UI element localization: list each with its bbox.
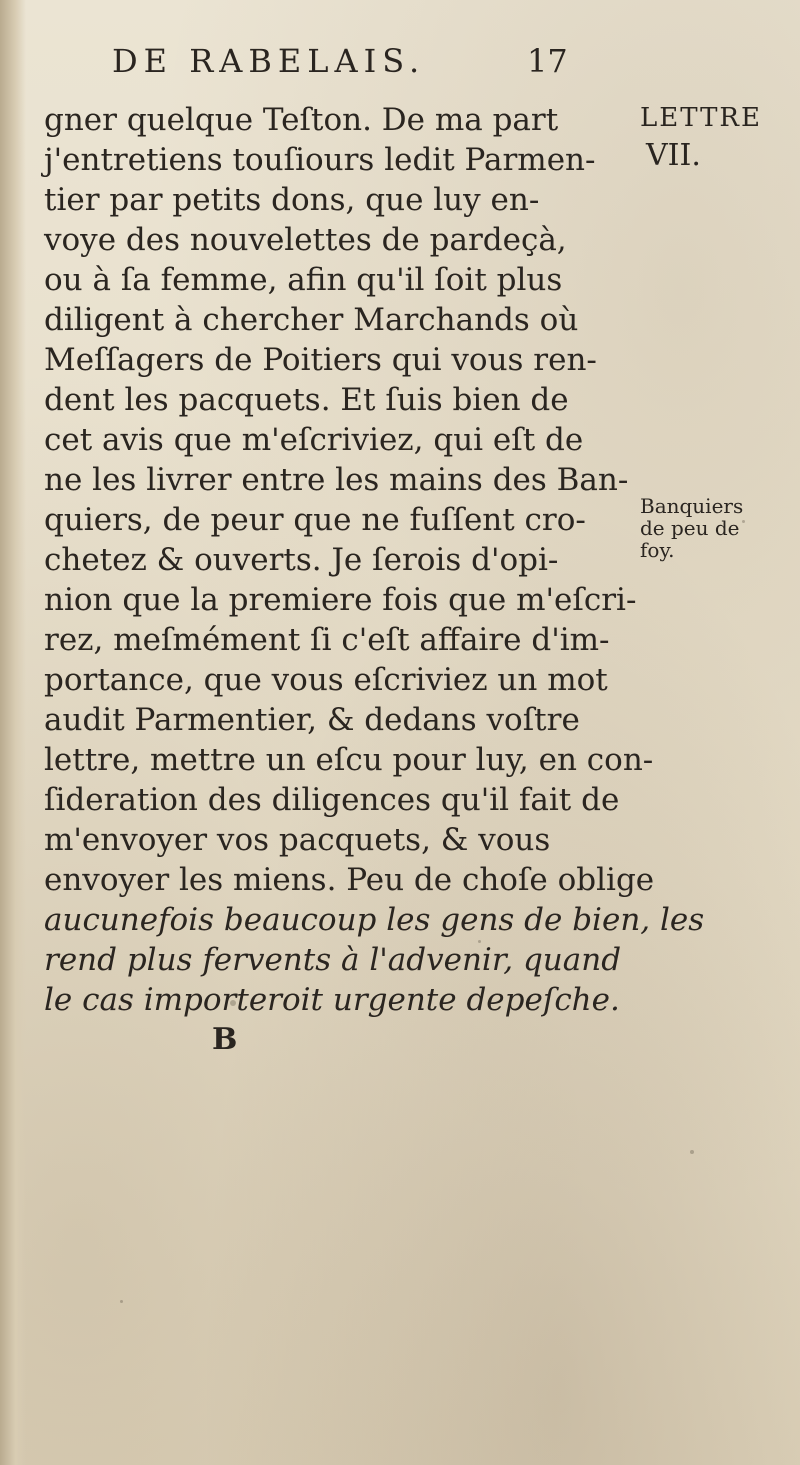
text-line: envoyer les miens. Peu de choſe oblige — [44, 862, 655, 898]
italic-text-line: le cas importeroit urgente depeſche. — [44, 982, 620, 1018]
italic-text-line: aucunefois beaucoup les gens de bien, les — [44, 902, 705, 938]
text-line: voye des nouvelettes de pardeçà, — [44, 222, 567, 258]
text-line: gner quelque Teſton. De ma part — [44, 102, 559, 138]
text-line: ne les livrer entre les mains des Ban- — [44, 462, 629, 498]
text-line: chetez & ouverts. Je ſerois d'opi- — [44, 542, 559, 578]
page-header — [92, 42, 592, 86]
letter-number: VII. — [646, 138, 701, 173]
margin-note-line: foy. — [640, 538, 675, 562]
text-line: nion que la premiere fois que m'eſcri- — [44, 582, 637, 618]
page-number: 17 — [527, 42, 568, 80]
paper-speck — [742, 520, 745, 523]
letter-label-text: LETTRE — [640, 103, 762, 133]
text-line: audit Parmentier, & dedans voſtre — [44, 702, 580, 738]
text-line: dent les pacquets. Et ſuis bien de — [44, 382, 569, 418]
text-line: diligent à chercher Marchands où — [44, 302, 579, 338]
paper-speck — [690, 1150, 694, 1154]
margin-note-banquiers — [640, 495, 790, 561]
italic-text-line: rend plus fervents à l'advenir, quand — [44, 942, 622, 978]
paper-speck — [478, 940, 481, 943]
margin-note-line: de peu de — [640, 516, 740, 540]
text-line: ou à ſa femme, afin qu'il ſoit plus — [44, 262, 563, 298]
text-line: portance, que vous eſcriviez un mot — [44, 662, 608, 698]
text-line: rez, meſmément ſi c'eſt affaire d'im- — [44, 622, 610, 658]
text-line: m'envoyer vos pacquets, & vous — [44, 822, 551, 858]
margin-note-line: Banquiers — [640, 494, 744, 518]
running-head: DE RABELAIS. — [112, 42, 426, 80]
text-line: quiers, de peur que ne fuſſent cro- — [44, 502, 586, 538]
page-gutter-shadow — [0, 0, 26, 1465]
text-line: j'entretiens touſiours ledit Parmen- — [44, 142, 596, 178]
text-line: cet avis que m'eſcriviez, qui eſt de — [44, 422, 584, 458]
paper-speck — [230, 1000, 236, 1006]
text-line: tier par petits dons, que luy en- — [44, 182, 540, 218]
margin-letter-label — [640, 100, 790, 176]
text-line: Meſſagers de Poitiers qui vous ren- — [44, 342, 597, 378]
text-line: ſideration des diligences qu'il fait de — [44, 782, 620, 818]
text-line: lettre, mettre un eſcu pour luy, en con- — [44, 742, 654, 778]
signature-mark: B — [212, 1022, 238, 1057]
paper-speck — [120, 1300, 123, 1303]
